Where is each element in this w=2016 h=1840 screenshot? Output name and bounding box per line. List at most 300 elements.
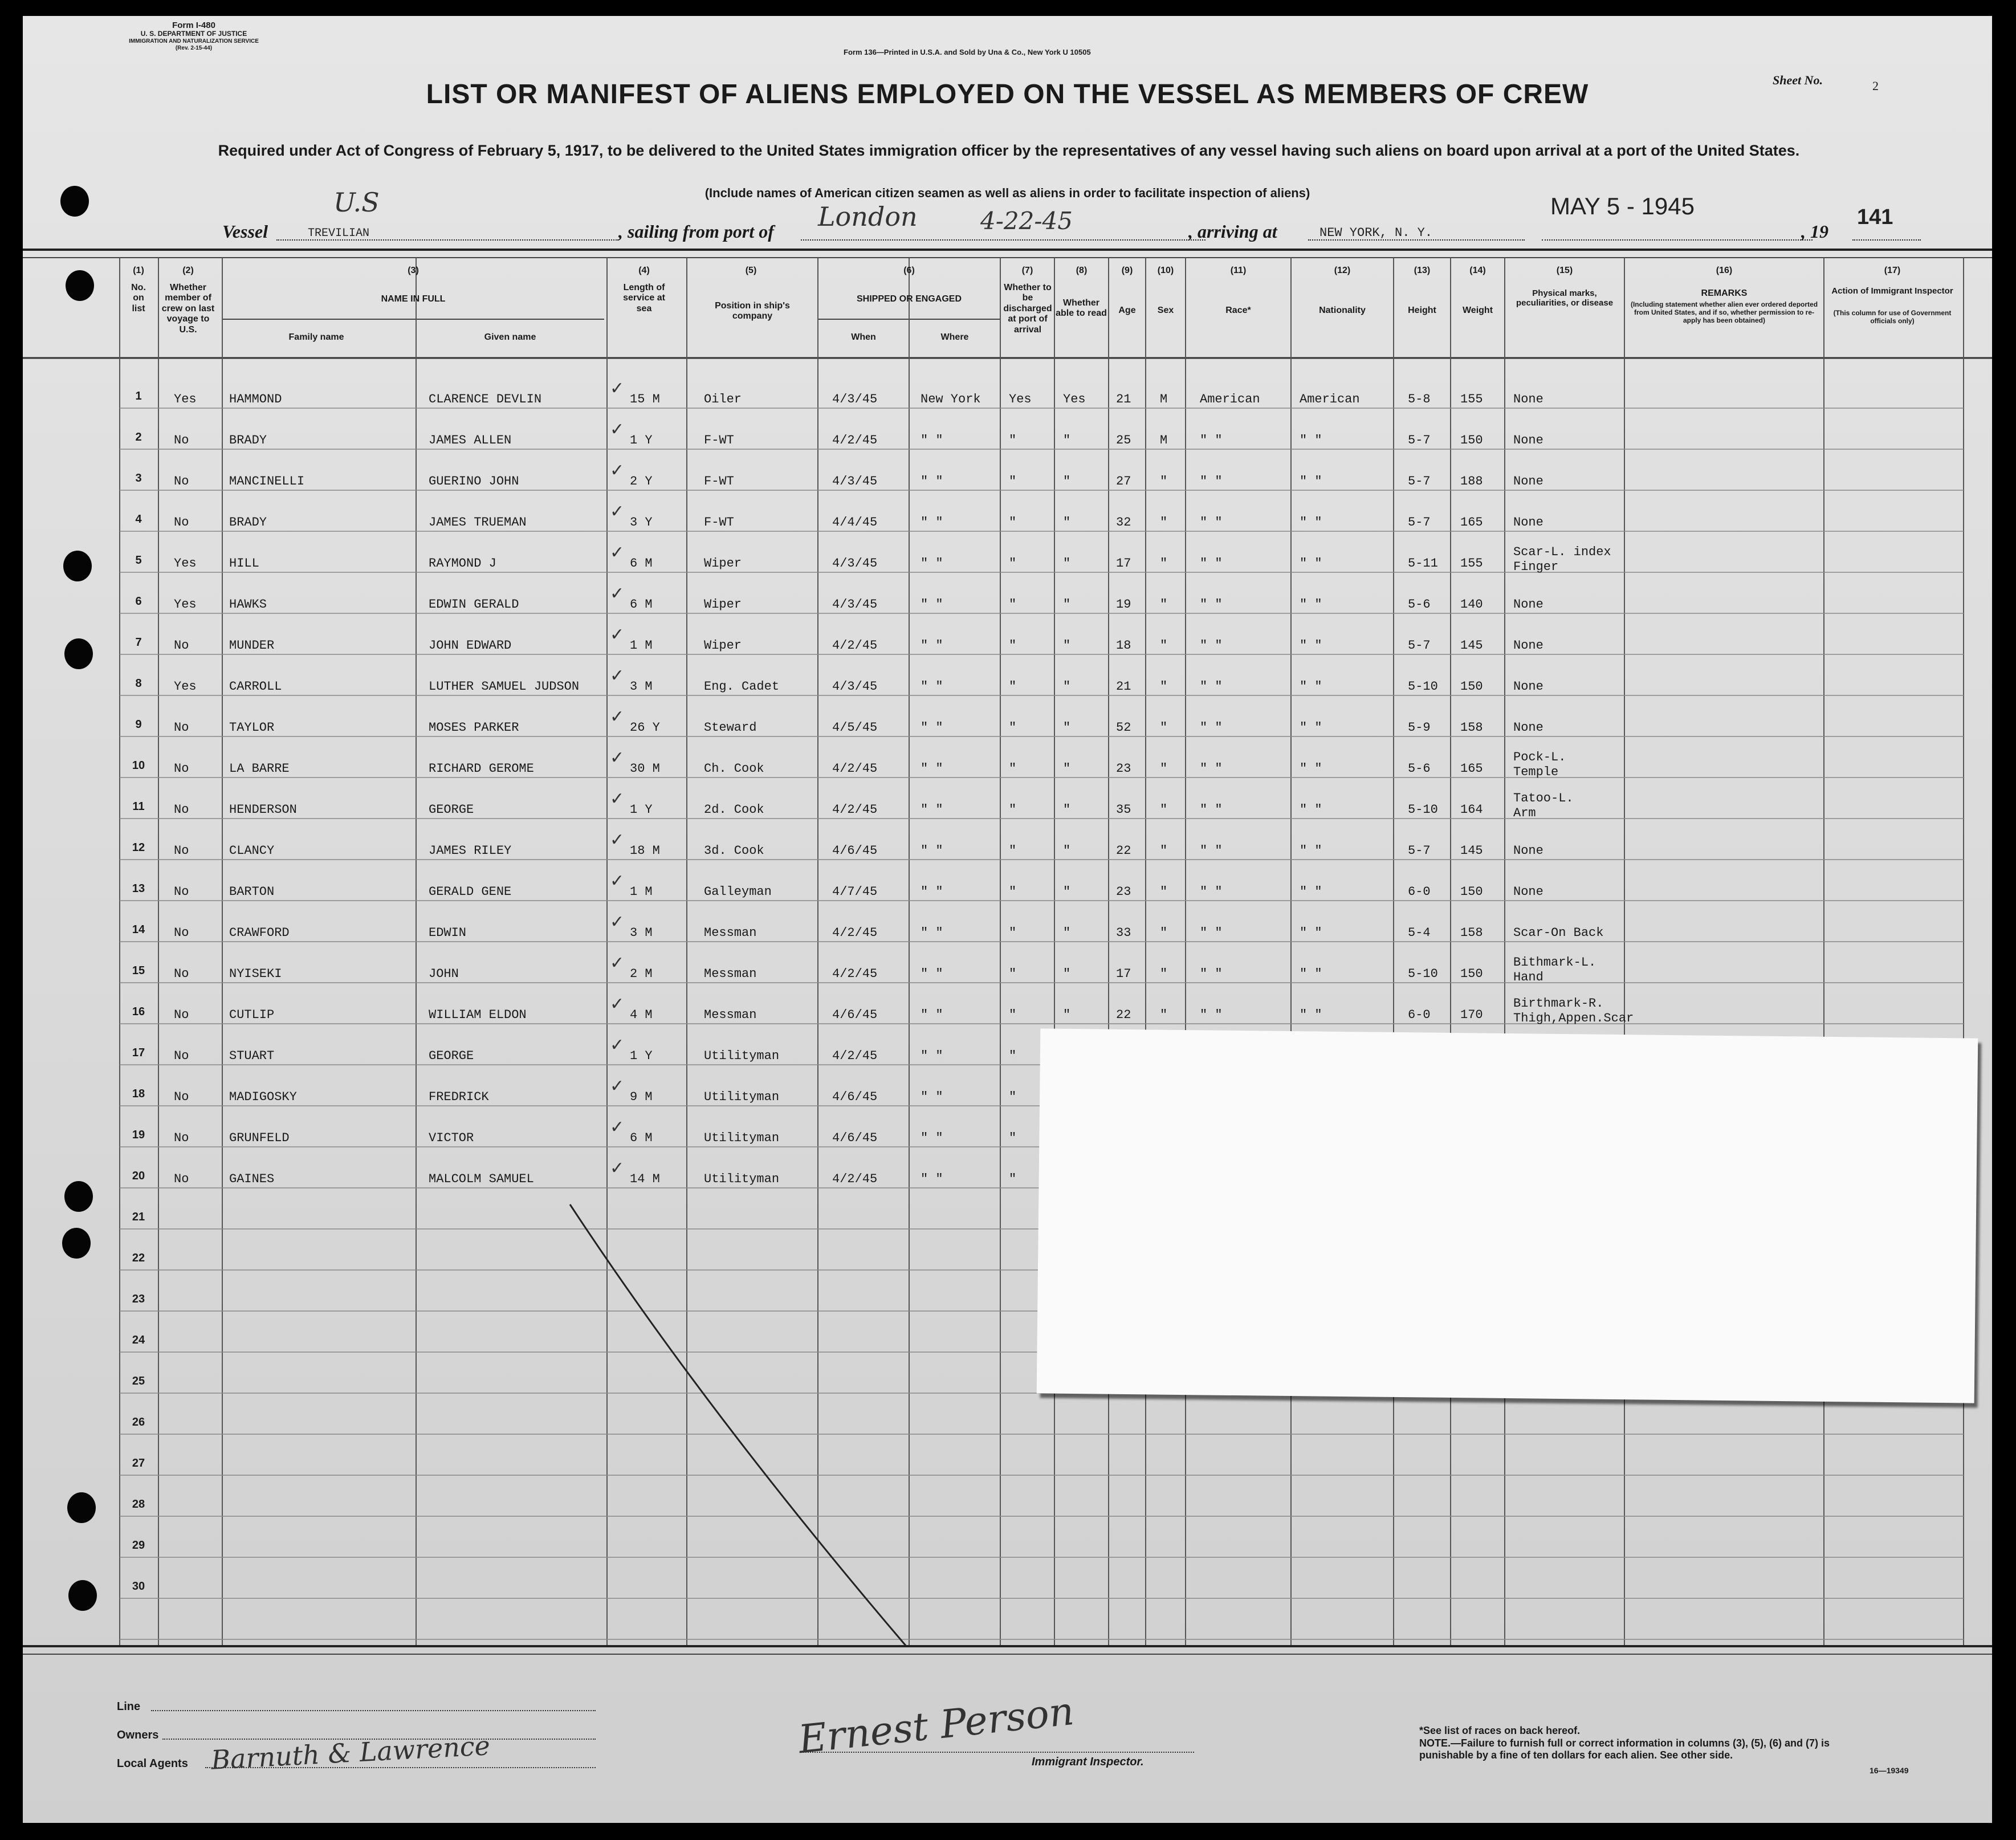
cell-weight: 150 [1460, 967, 1483, 981]
cell-race: " " [1200, 803, 1223, 817]
form-code: 16—19349 [1870, 1766, 1909, 1775]
cell-marks: None [1513, 638, 1543, 653]
cell-when: 4/2/45 [832, 1172, 878, 1186]
row-number: 19 [132, 1129, 145, 1141]
cell-family: GAINES [229, 1172, 275, 1186]
cell-family: HAWKS [229, 597, 267, 612]
row-number: 15 [132, 964, 145, 977]
cell-marks: Pock-L. [1513, 750, 1566, 764]
cell-weight: 150 [1460, 679, 1483, 694]
cell-read: " [1063, 1008, 1071, 1022]
cell-position: Messman [704, 926, 757, 940]
cell-weight: 158 [1460, 926, 1483, 940]
cell-position: Eng. Cadet [704, 679, 780, 694]
cell-height: 6-0 [1408, 1008, 1431, 1022]
cell-family: MUNDER [229, 638, 275, 653]
cell-service: 2 M [630, 967, 653, 981]
printer-note: Form 136—Printed in U.S.A. and Sold by Una & Co., New York U 10505 [844, 48, 1091, 56]
col-number: (2) [182, 266, 194, 275]
cell-nat: " " [1300, 844, 1322, 858]
cell-sex: " [1160, 803, 1168, 817]
cell-read: " [1063, 597, 1071, 612]
cell-nat: " " [1300, 803, 1322, 817]
col-header-name: NAME IN FULL [381, 294, 446, 304]
cell-where: " " [921, 762, 943, 776]
cell-marks-cont: Arm [1513, 806, 1536, 820]
cell-given: GUERINO JOHN [429, 474, 519, 489]
checkmark-icon: ✓ [610, 871, 625, 891]
cell-when: 4/5/45 [832, 720, 878, 735]
cell-disch: " [1009, 762, 1017, 776]
cell-service: 6 M [630, 1131, 653, 1145]
cell-age: 33 [1116, 926, 1131, 940]
cell-age: 23 [1116, 885, 1131, 899]
cell-family: MANCINELLI [229, 474, 305, 489]
cell-race: " " [1200, 556, 1223, 571]
row-number: 12 [132, 841, 145, 854]
cell-read: " [1063, 679, 1071, 694]
cell-disch: " [1009, 474, 1017, 489]
cell-where: " " [921, 679, 943, 694]
cell-sex: " [1160, 638, 1168, 653]
cell-disch: " [1009, 967, 1017, 981]
service-name: IMMIGRATION AND NATURALIZATION SERVICE [129, 38, 259, 45]
col-number: (9) [1121, 266, 1133, 275]
row-number: 6 [135, 595, 142, 608]
cell-where: " " [921, 638, 943, 653]
cell-age: 17 [1116, 556, 1131, 571]
line-dotted [151, 1710, 596, 1711]
col-header-age: Age [1118, 306, 1136, 315]
cell-sex: " [1160, 679, 1168, 694]
cell-last: No [174, 1172, 189, 1186]
cell-family: TAYLOR [229, 720, 275, 735]
cell-last: Yes [174, 556, 197, 571]
cell-when: 4/2/45 [832, 762, 878, 776]
cell-where: " " [921, 597, 943, 612]
col-number: (12) [1334, 266, 1351, 275]
cell-nat: " " [1300, 926, 1322, 940]
cell-race: " " [1200, 720, 1223, 735]
sailing-label: , sailing from port of [618, 221, 774, 242]
col-header-action: Action of Immigrant Inspector [1831, 286, 1953, 296]
cell-marks: Tatoo-L. [1513, 791, 1574, 805]
cell-family: CLANCY [229, 844, 275, 858]
cell-when: 4/3/45 [832, 556, 878, 571]
cell-given: CLARENCE DEVLIN [429, 392, 542, 406]
col-number: (16) [1716, 266, 1733, 275]
cell-age: 18 [1116, 638, 1131, 653]
cell-nat: " " [1300, 679, 1322, 694]
cell-last: No [174, 1090, 189, 1104]
cell-height: 5-6 [1408, 597, 1431, 612]
cell-given: EDWIN GERALD [429, 597, 519, 612]
cell-age: 35 [1116, 803, 1131, 817]
stamp-number: 141 [1857, 205, 1893, 229]
cell-race: " " [1200, 967, 1223, 981]
cell-when: 4/6/45 [832, 1008, 878, 1022]
cell-position: Utilityman [704, 1090, 780, 1104]
cell-nat: " " [1300, 556, 1322, 571]
cell-race: " " [1200, 433, 1223, 447]
checkmark-icon: ✓ [610, 461, 625, 481]
cell-race: " " [1200, 638, 1223, 653]
col-header-race: Race* [1225, 306, 1251, 315]
cell-given: RAYMOND J [429, 556, 496, 571]
cell-given: JAMES ALLEN [429, 433, 512, 447]
footnote [1419, 1725, 1875, 1762]
cell-position: Utilityman [704, 1131, 780, 1145]
cell-read: " [1063, 885, 1071, 899]
col-header-remarks: REMARKS [1701, 288, 1748, 298]
col-header-position: Position in ship's company [715, 301, 790, 321]
cell-when: 4/3/45 [832, 679, 878, 694]
cell-where: " " [921, 1172, 943, 1186]
cell-family: BRADY [229, 515, 267, 530]
checkmark-icon: ✓ [610, 584, 625, 604]
agents-signature: Barnuth & Lawrence [210, 1730, 491, 1776]
cell-service: 3 M [630, 926, 653, 940]
cell-service: 6 M [630, 597, 653, 612]
sheet-number-label: Sheet No. [1773, 73, 1823, 87]
row-number: 27 [132, 1457, 145, 1469]
cell-given: JOHN EDWARD [429, 638, 512, 653]
cell-height: 5-7 [1408, 844, 1431, 858]
cell-disch: " [1009, 679, 1017, 694]
cell-service: 3 Y [630, 515, 653, 530]
cell-service: 3 M [630, 679, 653, 694]
checkmark-icon: ✓ [610, 1158, 625, 1178]
cell-nat: " " [1300, 720, 1322, 735]
row-number: 30 [132, 1580, 145, 1593]
form-number: Form I-480 [172, 21, 215, 30]
col-header-marks: Physical marks, peculiarities, or disease [1516, 288, 1614, 308]
row-number: 23 [132, 1293, 145, 1305]
cell-weight: 155 [1460, 392, 1483, 406]
cell-weight: 145 [1460, 638, 1483, 653]
row-number: 22 [132, 1252, 145, 1264]
cell-weight: 155 [1460, 556, 1483, 571]
cell-height: 5-8 [1408, 392, 1431, 406]
cell-age: 23 [1116, 762, 1131, 776]
cell-family: CUTLIP [229, 1008, 275, 1022]
cell-last: No [174, 1008, 189, 1022]
col-header-sex: Sex [1157, 306, 1174, 315]
cell-age: 22 [1116, 1008, 1131, 1022]
cell-when: 4/2/45 [832, 803, 878, 817]
cell-marks: None [1513, 679, 1543, 694]
cell-read: " [1063, 433, 1071, 447]
penalty-note: NOTE.—Failure to furnish full or correct information in columns (3), (5), (6) and (7) is punishable by a fine of ten dollars for each alien. See other side. [1419, 1737, 1830, 1761]
cell-last: No [174, 926, 189, 940]
cell-read: " [1063, 515, 1071, 530]
cell-where: " " [921, 803, 943, 817]
cell-position: F-WT [704, 433, 734, 447]
cell-nat: " " [1300, 1008, 1322, 1022]
cell-sex: " [1160, 1008, 1168, 1022]
col-header-discharged: Whether to be discharged at port of arrival [1003, 283, 1052, 335]
checkmark-icon: ✓ [610, 1076, 625, 1096]
cell-where: " " [921, 1008, 943, 1022]
cell-read: " [1063, 844, 1071, 858]
cell-where: " " [921, 515, 943, 530]
cell-last: No [174, 762, 189, 776]
cell-weight: 165 [1460, 762, 1483, 776]
cell-service: 14 M [630, 1172, 660, 1186]
cell-family: GRUNFELD [229, 1131, 290, 1145]
cell-marks: Bithmark-L. [1513, 955, 1596, 970]
cell-disch: " [1009, 1131, 1017, 1145]
vessel-name: TREVILIAN [308, 227, 370, 240]
cell-where: " " [921, 844, 943, 858]
cell-disch: " [1009, 844, 1017, 858]
col-number: (17) [1884, 266, 1901, 275]
cell-age: 21 [1116, 392, 1131, 406]
cell-race: American [1200, 392, 1260, 406]
cell-race: " " [1200, 679, 1223, 694]
cell-disch: " [1009, 638, 1017, 653]
cell-given: GEORGE [429, 1049, 474, 1063]
cell-weight: 140 [1460, 597, 1483, 612]
checkmark-icon: ✓ [610, 378, 625, 398]
cell-race: " " [1200, 885, 1223, 899]
cell-sex: M [1160, 392, 1168, 406]
col-subheader-family: Family name [288, 332, 344, 342]
cell-when: 4/2/45 [832, 433, 878, 447]
cell-service: 6 M [630, 556, 653, 571]
cell-when: 4/2/45 [832, 638, 878, 653]
cell-where: " " [921, 720, 943, 735]
cell-height: 5-10 [1408, 967, 1438, 981]
arrival-date-stamp: MAY 5 - 1945 [1550, 193, 1695, 219]
cell-marks: None [1513, 433, 1543, 447]
cell-disch: " [1009, 597, 1017, 612]
cell-family: STUART [229, 1049, 275, 1063]
cell-last: No [174, 803, 189, 817]
cell-when: 4/2/45 [832, 926, 878, 940]
cell-age: 22 [1116, 844, 1131, 858]
cell-service: 1 M [630, 885, 653, 899]
row-number: 1 [135, 390, 142, 402]
cell-when: 4/6/45 [832, 1131, 878, 1145]
cell-height: 5-7 [1408, 638, 1431, 653]
cell-nat: " " [1300, 474, 1322, 489]
cell-disch: " [1009, 556, 1017, 571]
col-number: (11) [1230, 266, 1247, 275]
row-number: 18 [132, 1088, 145, 1100]
cancel-stroke [570, 1204, 906, 1646]
cell-family: CRAWFORD [229, 926, 290, 940]
cell-race: " " [1200, 474, 1223, 489]
cell-marks: None [1513, 844, 1543, 858]
year-suffix: , 19 [1801, 221, 1828, 242]
cell-marks: None [1513, 597, 1543, 612]
cell-race: " " [1200, 515, 1223, 530]
row-number: 8 [135, 677, 142, 690]
cell-sex: " [1160, 720, 1168, 735]
cell-disch: " [1009, 515, 1017, 530]
cell-disch: " [1009, 803, 1017, 817]
checkmark-icon: ✓ [610, 789, 625, 809]
row-number: 7 [135, 636, 142, 649]
col-subheader-when: When [851, 332, 876, 342]
cell-given: MOSES PARKER [429, 720, 519, 735]
cell-last: Yes [174, 392, 197, 406]
cell-last: No [174, 967, 189, 981]
cell-service: 1 Y [630, 433, 653, 447]
cell-position: Messman [704, 1008, 757, 1022]
cell-read: " [1063, 474, 1071, 489]
cell-disch: " [1009, 1008, 1017, 1022]
cell-height: 5-11 [1408, 556, 1438, 571]
form-revision: (Rev. 2-15-44) [175, 44, 213, 51]
checkmark-icon: ✓ [610, 707, 625, 727]
cell-position: Steward [704, 720, 757, 735]
include-note: (Include names of American citizen seamen as well as aliens in order to facilitate inspection of aliens) [704, 186, 1310, 200]
cell-when: 4/3/45 [832, 474, 878, 489]
col-number: (4) [638, 266, 650, 275]
cell-given: WILLIAM ELDON [429, 1008, 527, 1022]
checkmark-icon: ✓ [610, 748, 625, 768]
page-subtitle: Required under Act of Congress of February 5, 1917, to be delivered to the United States immigration officer by the representatives of any vessel having such aliens on board upon arrival at a port of the United States. [218, 142, 1800, 159]
cell-weight: 150 [1460, 433, 1483, 447]
cell-last: No [174, 885, 189, 899]
cell-where: " " [921, 1131, 943, 1145]
row-number: 17 [132, 1047, 145, 1059]
col-number: (1) [133, 266, 144, 275]
cell-family: HILL [229, 556, 259, 571]
cell-given: JOHN [429, 967, 459, 981]
checkmark-icon: ✓ [610, 912, 625, 932]
col-header-last-voyage: Whether member of crew on last voyage to U.S. [161, 283, 215, 335]
cell-disch: " [1009, 1172, 1017, 1186]
col-number: (14) [1469, 266, 1486, 275]
cell-height: 5-4 [1408, 926, 1431, 940]
cell-family: CARROLL [229, 679, 282, 694]
cell-service: 9 M [630, 1090, 653, 1104]
cell-nat: " " [1300, 515, 1322, 530]
cell-disch: Yes [1009, 392, 1032, 406]
cell-sex: " [1160, 844, 1168, 858]
checkmark-icon: ✓ [610, 1035, 625, 1055]
cell-family: HAMMOND [229, 392, 282, 406]
row-number: 24 [132, 1334, 145, 1346]
row-number: 26 [132, 1416, 145, 1428]
cell-family: HENDERSON [229, 803, 297, 817]
cell-position: 2d. Cook [704, 803, 764, 817]
col-header-read: Whether able to read [1056, 298, 1107, 319]
cell-last: Yes [174, 597, 197, 612]
row-number: 25 [132, 1375, 145, 1387]
arriving-port: NEW YORK, N. Y. [1319, 226, 1433, 240]
cell-given: EDWIN [429, 926, 467, 940]
cell-last: No [174, 720, 189, 735]
cell-service: 4 M [630, 1008, 653, 1022]
cell-marks: Birthmark-R. [1513, 996, 1604, 1011]
sailing-port: London [818, 201, 918, 232]
cell-given: VICTOR [429, 1131, 474, 1145]
cell-height: 5-6 [1408, 762, 1431, 776]
cell-where: " " [921, 967, 943, 981]
cell-marks-cont: Hand [1513, 970, 1543, 984]
cell-disch: " [1009, 926, 1017, 940]
cell-disch: " [1009, 433, 1017, 447]
col-header-nationality: Nationality [1319, 306, 1366, 315]
cell-age: 19 [1116, 597, 1131, 612]
cell-given: RICHARD GEROME [429, 762, 534, 776]
cell-age: 17 [1116, 967, 1131, 981]
row-number: 11 [132, 800, 145, 813]
cell-weight: 158 [1460, 720, 1483, 735]
cell-service: 30 M [630, 762, 660, 776]
cell-marks: None [1513, 474, 1543, 489]
col-number: (8) [1076, 266, 1088, 275]
cell-marks-cont: Finger [1513, 560, 1559, 574]
cell-where: New York [921, 392, 981, 406]
cell-family: BARTON [229, 885, 275, 899]
manifest-sheet [23, 16, 1992, 1823]
cell-height: 6-0 [1408, 885, 1431, 899]
checkmark-icon: ✓ [610, 953, 625, 973]
cell-where: " " [921, 1049, 943, 1063]
cell-last: No [174, 433, 189, 447]
cell-height: 5-7 [1408, 515, 1431, 530]
cell-last: No [174, 1131, 189, 1145]
department-name: U. S. DEPARTMENT OF JUSTICE [140, 30, 247, 38]
races-note: *See list of races on back hereof. [1419, 1725, 1581, 1736]
cell-nat: " " [1300, 638, 1322, 653]
cell-read: " [1063, 762, 1071, 776]
cell-marks: Scar-L. index [1513, 545, 1611, 559]
row-number: 14 [132, 923, 145, 936]
cell-height: 5-7 [1408, 474, 1431, 489]
cell-when: 4/2/45 [832, 1049, 878, 1063]
cell-nat: " " [1300, 967, 1322, 981]
col-remarks-note: (Including statement whether alien ever ordered deported from United States, and if so, whether permission to re-apply has been obtained) [1630, 300, 1818, 324]
cell-age: 27 [1116, 474, 1131, 489]
cell-given: FREDRICK [429, 1090, 489, 1104]
cell-read: " [1063, 556, 1071, 571]
checkmark-icon: ✓ [610, 543, 625, 563]
cell-read: " [1063, 967, 1071, 981]
cell-service: 26 Y [630, 720, 660, 735]
agents-label: Local Agents [117, 1757, 188, 1770]
cell-position: Wiper [704, 638, 742, 653]
cell-given: GERALD GENE [429, 885, 512, 899]
cell-sex: " [1160, 474, 1168, 489]
checkmark-icon: ✓ [610, 625, 625, 645]
cell-marks: None [1513, 720, 1543, 735]
vessel-label: Vessel [222, 221, 268, 242]
cell-weight: 165 [1460, 515, 1483, 530]
cell-position: Ch. Cook [704, 762, 764, 776]
cell-read: " [1063, 926, 1071, 940]
arriving-label: , arriving at [1188, 221, 1277, 242]
checkmark-icon: ✓ [610, 830, 625, 850]
cell-position: 3d. Cook [704, 844, 764, 858]
cell-marks: Scar-On Back [1513, 926, 1604, 940]
cell-disch: " [1009, 1049, 1017, 1063]
cell-sex: " [1160, 926, 1168, 940]
cell-race: " " [1200, 1008, 1223, 1022]
cell-nat: " " [1300, 762, 1322, 776]
row-number: 4 [135, 513, 142, 526]
cell-age: 52 [1116, 720, 1131, 735]
cell-when: 4/2/45 [832, 967, 878, 981]
cell-sex: " [1160, 762, 1168, 776]
cell-service: 15 M [630, 392, 660, 406]
cell-last: No [174, 1049, 189, 1063]
